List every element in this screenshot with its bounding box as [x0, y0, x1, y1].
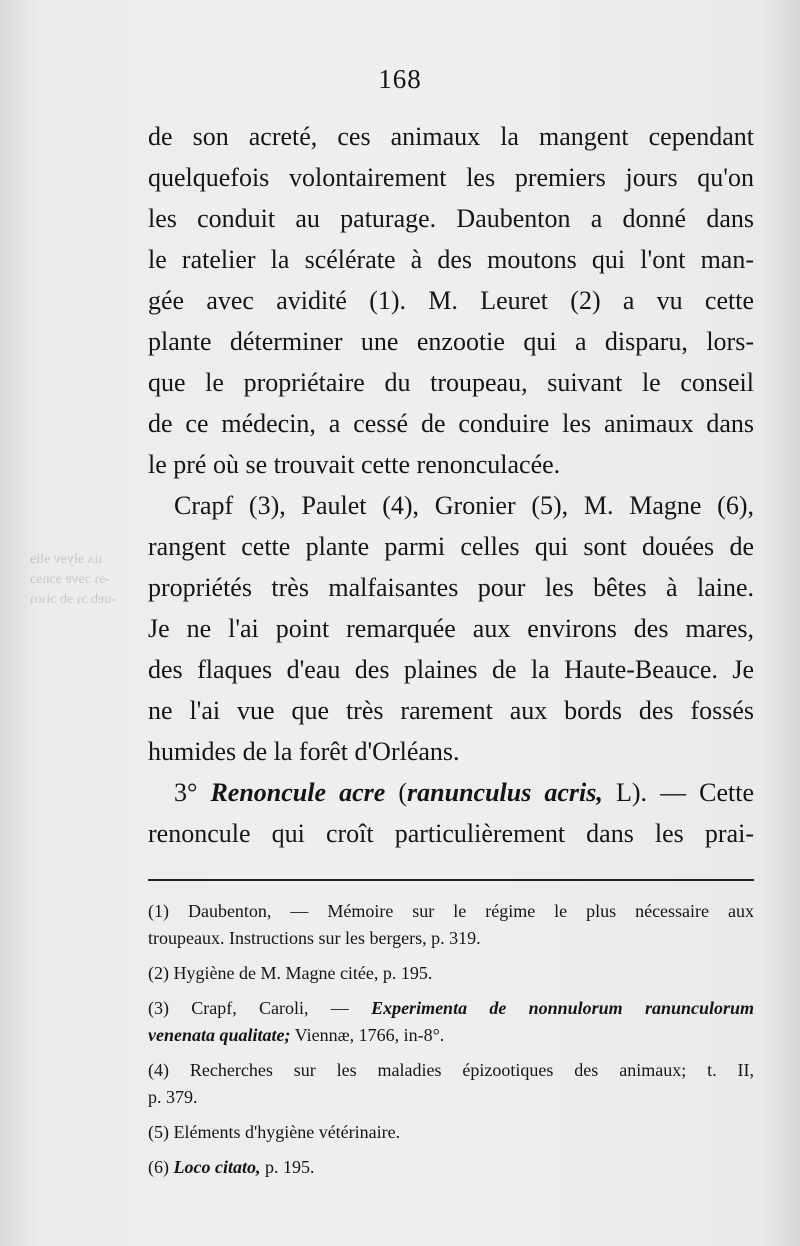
- text-line: quelquefois volontairement les premiers jours qu'on: [148, 163, 754, 192]
- footnote-3-imprint: Viennæ, 1766, in-8°.: [290, 1025, 445, 1045]
- text-line: le ratelier la scélérate à des moutons qui l'ont man-: [148, 245, 754, 274]
- text-line: de son acreté, ces animaux la mangent cependant: [148, 122, 754, 151]
- latin-name: ranunculus acris,: [407, 778, 603, 807]
- text-line: gée avec avidité (1). M. Leuret (2) a vu cette: [148, 286, 754, 315]
- paren-open: (: [398, 778, 408, 807]
- footnote-6: [148, 1154, 754, 1181]
- footnote-3-title-cont: venenata qualitate;: [148, 1025, 291, 1045]
- footnote-6-num: (6): [148, 1157, 174, 1177]
- footnote-4-line: (4) Recherches sur les maladies épizootiques des animaux; t. II,: [148, 1060, 754, 1080]
- text-line: Crapf (3), Paulet (4), Gronier (5), M. Magne (6),: [174, 491, 754, 520]
- body-text: [148, 116, 754, 854]
- text-line: humides de la forêt d'Orléans.: [148, 737, 460, 766]
- text-line: que le propriétaire du troupeau, suivant le conseil: [148, 368, 754, 397]
- footnote-divider: [148, 879, 754, 881]
- author-text: L). — Cette: [615, 778, 754, 807]
- section-number: 3°: [174, 778, 198, 807]
- footnote-5: (5) Eléments d'hygiène vétérinaire.: [148, 1122, 401, 1142]
- plant-name: Renoncule acre: [210, 778, 386, 807]
- bleed-through-text: -ɘɿ ɔɘvɐ ɘɔnɘɔ: [30, 572, 111, 587]
- footnote-3-line: [148, 995, 754, 1022]
- page-number: 168: [378, 64, 422, 94]
- text-line: des flaques d'eau des plaines de la Haute-Beauce. Je: [148, 655, 754, 684]
- footnote-3-author: (3) Crapf, Caroli, —: [148, 998, 372, 1018]
- text-line: propriétés très malfaisantes pour les bêtes à laine.: [148, 573, 754, 602]
- text-line: rangent cette plante parmi celles qui sont douées de: [148, 532, 754, 561]
- text-line: le pré où se trouvait cette renonculacée.: [148, 450, 561, 479]
- footnotes: [148, 898, 754, 1181]
- footnote-4-line: p. 379.: [148, 1087, 198, 1107]
- bleed-through-text: ıiʌ ɘłyɘv ɘllɘ: [30, 552, 103, 567]
- footnote-3-line: [148, 1022, 754, 1049]
- text-line: plante déterminer une enzootie qui a disparu, lors-: [148, 327, 754, 356]
- text-line: Je ne l'ai point remarquée aux environs des mares,: [148, 614, 754, 643]
- text-line: de ce médecin, a cessé de conduire les animaux dans: [148, 409, 754, 438]
- bleed-through-text: -uɐb ɔɿ ɘb ɔiɿoɿ: [30, 592, 116, 607]
- text-line: les conduit au paturage. Daubenton a donné dans: [148, 204, 754, 233]
- text-line: ne l'ai vue que très rarement aux bords des fossés: [148, 696, 754, 725]
- footnote-1-line: troupeaux. Instructions sur les bergers, p. 319.: [148, 928, 481, 948]
- section-heading-line: [148, 772, 754, 813]
- footnote-1-line: (1) Daubenton, — Mémoire sur le régime le plus nécessaire aux: [148, 901, 754, 921]
- footnote-6-loco: Loco citato,: [173, 1157, 261, 1177]
- footnote-6-page: p. 195.: [260, 1157, 315, 1177]
- footnote-3-title: Experimenta de nonnulorum ranunculorum: [371, 998, 754, 1018]
- text-line: renoncule qui croît particulièrement dans les prai-: [148, 819, 754, 848]
- footnote-2: (2) Hygiène de M. Magne citée, p. 195.: [148, 963, 433, 983]
